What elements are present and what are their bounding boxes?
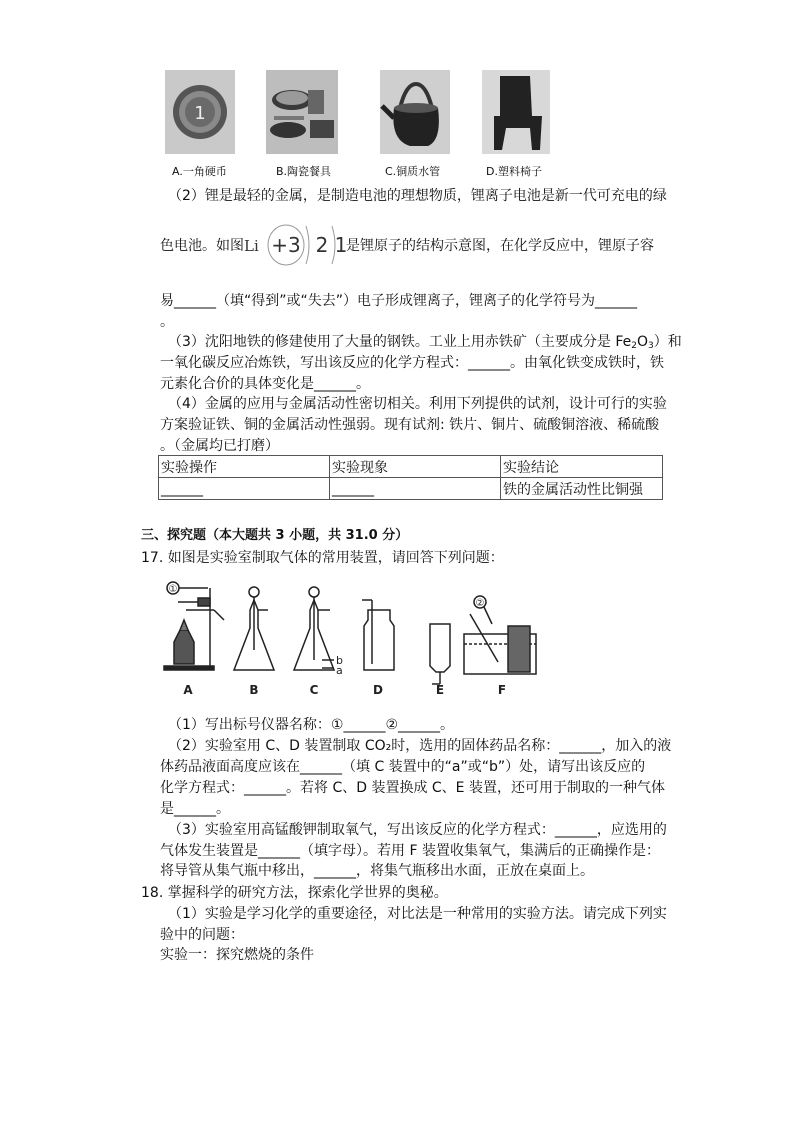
- coin-denomination: 1: [194, 103, 206, 124]
- table-header-cell: 实验现象: [330, 456, 501, 478]
- table-cell: ______: [159, 478, 330, 500]
- kettle-icon: [380, 70, 450, 154]
- table-row: [159, 478, 663, 500]
- plastic-chair-photo: [482, 70, 550, 154]
- o-symbol: O: [637, 334, 649, 350]
- label-e: E: [435, 683, 445, 697]
- mark-a: a: [336, 664, 343, 677]
- ceramic-tableware-photo: [266, 70, 338, 154]
- q16-p3-line1: [168, 333, 682, 355]
- q17-p2-line3: 化学方程式：______。若将 C、D 装置换成 C、E 装置，还可用于制取的一种气体: [160, 780, 665, 796]
- q16-p4-line2: 方案验证铁、铜的金属活动性强弱。现有试剂: 铁片、铜片、硫酸铜溶液、稀硫酸: [160, 417, 660, 433]
- q18-p1-line2: 验中的问题：: [160, 927, 244, 943]
- copper-pipe-kettle-photo: [380, 70, 450, 154]
- q16-p3-line1a: （3）沈阳地铁的修建使用了大量的钢铁。工业上用赤铁矿（主要成分是 Fe: [168, 334, 632, 350]
- li-nucleus: +3: [271, 233, 301, 257]
- q16-p3-line1b: ）和: [653, 334, 682, 350]
- li-shell2: 1: [334, 233, 348, 257]
- mark-b: b: [336, 654, 343, 667]
- table-cell: ______: [330, 478, 501, 500]
- q16-p3-line3: 元素化合价的具体变化是______。: [160, 376, 370, 392]
- q16-p2-line2b: 是锂原子的结构示意图，在化学反应中，锂原子容: [346, 238, 654, 254]
- q17-p3-line2: 气体发生装置是______（填字母）。若用 F 装置收集氧气，集满后的正确操作是：: [160, 843, 660, 859]
- q17-p2-line1: （2）实验室用 C、D 装置制取 CO₂时，选用的固体药品名称：______，加入的液: [168, 738, 672, 754]
- q17-p3-line3: 将导管从集气瓶中移出，______，将集气瓶移出水面，正放在桌面上。: [160, 863, 594, 879]
- li-symbol: Li: [244, 237, 259, 255]
- table-header-row: [159, 456, 663, 478]
- label-a: A: [183, 683, 193, 697]
- q18-stem: 18. 掌握科学的研究方法，探索化学世界的奥秘。: [141, 885, 448, 901]
- label-d: D: [373, 683, 383, 697]
- lithium-atom-diagram: [244, 222, 348, 268]
- section-title: 三、探究题（本大题共 3 小题，共 31.0 分）: [141, 528, 409, 543]
- q16-p3-line2: 一氧化碳反应冶炼铁，写出该反应的化学方程式：______。由氧化铁变成铁时，铁: [160, 355, 664, 371]
- chair-icon: [482, 70, 550, 154]
- table-header-cell: 实验操作: [159, 456, 330, 478]
- lab-apparatus-diagram: [158, 580, 538, 700]
- q17-p3-line1: （3）实验室用高锰酸钾制取氧气，写出该反应的化学方程式：______，应选用的: [168, 822, 667, 838]
- marker-2: ②: [475, 598, 485, 609]
- q17-stem: 17. 如图是实验室制取气体的常用装置，请回答下列问题：: [141, 550, 504, 566]
- q16-p2-line1: （2）锂是最轻的金属，是制造电池的理想物质，锂离子电池是新一代可充电的绿: [168, 188, 667, 204]
- caption-c: C.铜质水管: [385, 165, 441, 178]
- q18-p1-line1: （1）实验是学习化学的重要途径，对比法是一种常用的实验方法。请完成下列实: [168, 906, 667, 922]
- q16-p2-line4: 。: [160, 314, 174, 330]
- li-shell1: 2: [315, 233, 329, 257]
- marker-1: ①: [168, 584, 178, 595]
- coin-icon: [165, 70, 235, 154]
- fe-subscript: 2: [631, 341, 637, 351]
- q16-p4-line1: （4）金属的应用与金属活动性密切相关。利用下列提供的试剂，设计可行的实验: [168, 396, 667, 412]
- label-f: F: [497, 683, 507, 697]
- experiment-table: [158, 455, 663, 500]
- q17-p2-line4: 是______。: [160, 801, 230, 817]
- coin-photo: [165, 70, 235, 154]
- table-header-cell: 实验结论: [501, 456, 663, 478]
- q16-p2-line2a: 色电池。如图: [160, 238, 244, 254]
- caption-b: B.陶瓷餐具: [276, 165, 332, 178]
- q16-p2-line3: 易______（填“得到”或“失去”）电子形成锂离子，锂离子的化学符号为______: [160, 293, 638, 309]
- caption-a: A.一角硬币: [172, 165, 227, 178]
- caption-d: D.塑料椅子: [486, 165, 542, 178]
- o-subscript: 3: [648, 341, 654, 351]
- q16-p4-line3: 。（金属均已打磨）: [160, 438, 279, 454]
- label-b: B: [249, 683, 259, 697]
- tableware-icon: [266, 70, 338, 154]
- table-cell: 铁的金属活动性比铜强: [501, 478, 663, 500]
- label-c: C: [309, 683, 319, 697]
- q18-exp1: 实验一：探究燃烧的条件: [160, 947, 314, 963]
- q17-p1: （1）写出标号仪器名称：①______②______。: [168, 717, 455, 733]
- q17-p2-line2: 体药品液面高度应该在______（填 C 装置中的“a”或“b”）处，请写出该反应的: [160, 759, 646, 775]
